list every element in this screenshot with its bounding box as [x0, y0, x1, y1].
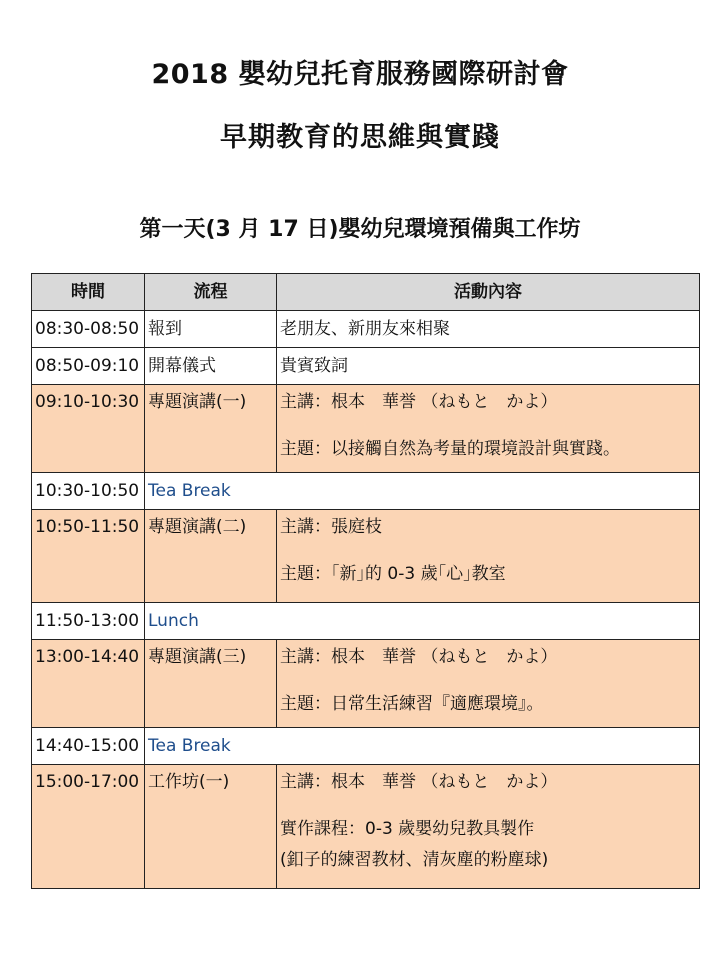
- schedule-table: [31, 273, 700, 889]
- time-cell: 08:30-08:50: [32, 311, 145, 348]
- speaker-line: 主講：張庭枝: [280, 517, 382, 537]
- speaker-line: 主講：根本 華誉 （ねもと かよ）: [280, 772, 558, 792]
- table-row: [32, 311, 700, 348]
- program-text: 工作坊(一): [148, 772, 230, 792]
- time-text: 10:50-11:50: [35, 517, 140, 537]
- time-cell: 08:50-09:10: [32, 348, 145, 385]
- day-title: 第一天(3 月 17 日)嬰幼兒環境預備與工作坊: [139, 217, 581, 242]
- program-cell: [145, 385, 277, 473]
- table-row: [32, 728, 700, 765]
- topic-line: 主題：以接觸自然為考量的環境設計與實踐。: [280, 438, 620, 459]
- program-cell: [145, 510, 277, 603]
- time-cell: [32, 765, 145, 889]
- column-header-program: 流程: [145, 274, 277, 311]
- program-text: 專題演講(三): [148, 647, 247, 667]
- break-cell: Tea Break: [145, 728, 700, 765]
- time-cell: [32, 510, 145, 603]
- program-text: 專題演講(一): [148, 392, 247, 412]
- table-row: [32, 640, 700, 728]
- conference-subtitle: 早期教育的思維與實踐: [220, 122, 500, 153]
- program-cell: [145, 765, 277, 889]
- conference-title: 2018 嬰幼兒托育服務國際研討會: [151, 59, 569, 90]
- table-row: [32, 348, 700, 385]
- content-cell: 老朋友、新朋友來相聚: [277, 311, 700, 348]
- time-text: 13:00-14:40: [35, 647, 140, 667]
- time-text: 09:10-10:30: [35, 392, 140, 412]
- program-cell: 報到: [145, 311, 277, 348]
- table-row: [32, 603, 700, 640]
- program-cell: 開幕儀式: [145, 348, 277, 385]
- program-text: 專題演講(二): [148, 517, 247, 537]
- time-cell: [32, 640, 145, 728]
- content-cell: [277, 640, 700, 728]
- time-cell: 11:50-13:00: [32, 603, 145, 640]
- break-cell: Tea Break: [145, 473, 700, 510]
- table-row: [32, 385, 700, 473]
- content-cell: [277, 510, 700, 603]
- speaker-line: 主講：根本 華誉 （ねもと かよ）: [280, 392, 558, 412]
- time-cell: 10:30-10:50: [32, 473, 145, 510]
- table-row: [32, 765, 700, 889]
- content-cell: [277, 385, 700, 473]
- program-cell: [145, 640, 277, 728]
- table-row: [32, 510, 700, 603]
- content-cell: [277, 765, 700, 889]
- time-cell: 14:40-15:00: [32, 728, 145, 765]
- topic-line: 主題：日常生活練習『適應環境』。: [280, 693, 544, 714]
- column-header-time: 時間: [32, 274, 145, 311]
- speaker-line: 主講：根本 華誉 （ねもと かよ）: [280, 647, 558, 667]
- table-row: [32, 473, 700, 510]
- topic-line: 主題：｢新｣的 0-3 歲｢心｣教室: [280, 563, 506, 584]
- materials-line: (釦子的練習教材、清灰塵的粉塵球): [280, 849, 549, 870]
- time-text: 15:00-17:00: [35, 772, 140, 792]
- content-cell: 貴賓致詞: [277, 348, 700, 385]
- course-line: 實作課程：0-3 歲嬰幼兒教具製作: [280, 818, 535, 839]
- break-cell: Lunch: [145, 603, 700, 640]
- table-header-row: [32, 274, 700, 311]
- time-cell: [32, 385, 145, 473]
- column-header-content: 活動內容: [277, 274, 700, 311]
